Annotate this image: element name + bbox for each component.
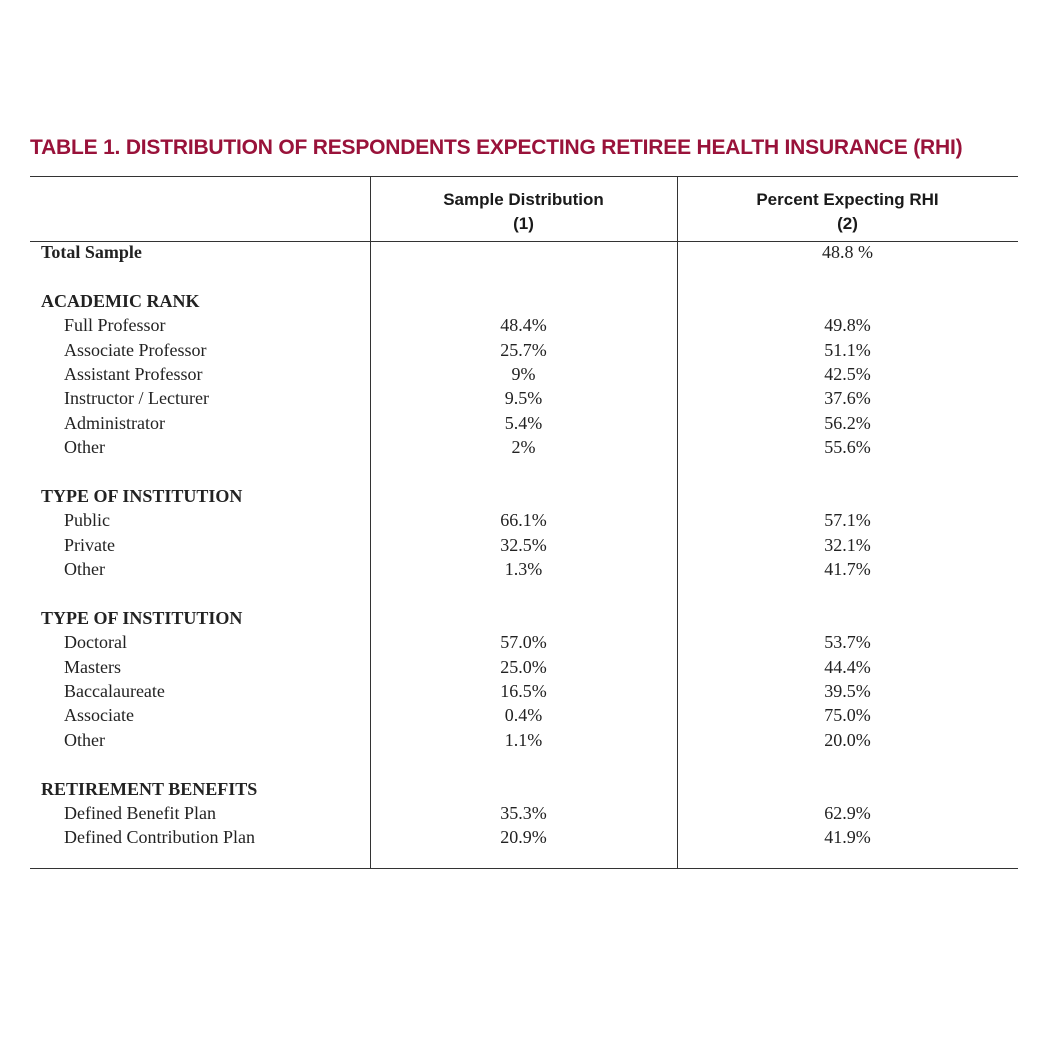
table-row <box>30 801 1018 825</box>
row-spacer <box>30 264 1018 288</box>
table-row <box>30 386 1018 410</box>
table-row <box>30 533 1018 557</box>
row-spacer <box>30 581 1018 605</box>
cell-sample-distribution: 48.4% <box>500 315 547 336</box>
row-spacer <box>30 460 1018 484</box>
cell-sample-distribution: 35.3% <box>500 802 547 823</box>
table-row <box>30 557 1018 581</box>
cell-percent-expecting: 44.4% <box>824 656 871 677</box>
row-label: Other <box>64 437 105 458</box>
cell-percent-expecting: 37.6% <box>824 388 871 409</box>
row-label: Private <box>64 534 115 555</box>
cell-percent-expecting: 41.7% <box>824 559 871 580</box>
row-label: Assistant Professor <box>64 363 203 384</box>
cell-percent-expecting: 49.8% <box>824 315 871 336</box>
row-spacer <box>30 752 1018 776</box>
cell-percent-expecting: 53.7% <box>824 632 871 653</box>
cell-percent-expecting: 41.9% <box>824 827 871 848</box>
section-heading <box>30 484 1018 508</box>
row-label: Total Sample <box>41 242 142 262</box>
cell-percent-expecting: 75.0% <box>824 705 871 726</box>
row-label: Associate <box>64 705 134 726</box>
cell-percent-expecting: 55.6% <box>824 437 871 458</box>
table-row <box>30 703 1018 727</box>
cell-percent-expecting: 39.5% <box>824 681 871 702</box>
row-label: Administrator <box>64 412 165 433</box>
column-header-number: (2) <box>837 214 858 233</box>
row-label: Public <box>64 510 111 531</box>
row-label: Masters <box>64 656 121 677</box>
table-row <box>30 435 1018 459</box>
section-heading <box>30 777 1018 801</box>
table-row <box>30 338 1018 362</box>
cell-sample-distribution: 25.7% <box>500 339 547 360</box>
cell-sample-distribution: 9% <box>511 363 536 384</box>
column-header-percent-expecting <box>677 188 1018 236</box>
table-row-total <box>30 240 1018 264</box>
section-heading <box>30 289 1018 313</box>
column-header-label: Sample Distribution <box>443 190 604 209</box>
cell-percent-expecting: 62.9% <box>824 802 871 823</box>
table-row <box>30 630 1018 654</box>
section-heading <box>30 606 1018 630</box>
table-body <box>30 240 1018 850</box>
column-header-label: Percent Expecting RHI <box>756 190 939 209</box>
row-label: Doctoral <box>64 632 127 653</box>
cell-sample-distribution: 2% <box>511 437 536 458</box>
cell-sample-distribution: 1.3% <box>504 559 543 580</box>
column-header-number: (1) <box>513 214 534 233</box>
cell-percent-expecting: 20.0% <box>824 729 871 750</box>
table-title: TABLE 1. DISTRIBUTION OF RESPONDENTS EXPECTING RETIREE HEALTH INSURANCE (RHI) <box>30 136 963 159</box>
section-heading-label: RETIREMENT BENEFITS <box>41 778 258 799</box>
cell-sample-distribution: 0.4% <box>504 705 543 726</box>
row-label: Other <box>64 559 105 580</box>
cell-percent-expecting: 57.1% <box>824 510 871 531</box>
cell-sample-distribution: 20.9% <box>500 827 547 848</box>
row-label: Defined Benefit Plan <box>64 802 216 823</box>
table-row <box>30 679 1018 703</box>
row-label: Associate Professor <box>64 339 207 360</box>
section-heading-label: TYPE OF INSTITUTION <box>41 607 243 628</box>
table-row <box>30 728 1018 752</box>
cell-percent-expecting: 56.2% <box>824 412 871 433</box>
cell-sample-distribution: 32.5% <box>500 534 547 555</box>
row-label: Instructor / Lecturer <box>64 388 209 409</box>
table-row <box>30 825 1018 849</box>
table-row <box>30 411 1018 435</box>
table-row <box>30 362 1018 386</box>
row-label: Other <box>64 729 105 750</box>
cell-sample-distribution: 1.1% <box>504 729 543 750</box>
cell-sample-distribution: 66.1% <box>500 510 547 531</box>
cell-percent-expecting: 51.1% <box>824 339 871 360</box>
section-heading-label: TYPE OF INSTITUTION <box>41 485 243 506</box>
cell-sample-distribution: 5.4% <box>504 412 543 433</box>
cell-percent-expecting: 48.8 % <box>822 242 873 262</box>
row-label: Full Professor <box>64 315 166 336</box>
cell-sample-distribution: 25.0% <box>500 656 547 677</box>
cell-percent-expecting: 32.1% <box>824 534 871 555</box>
section-heading-label: ACADEMIC RANK <box>41 290 200 311</box>
cell-sample-distribution: 57.0% <box>500 632 547 653</box>
cell-sample-distribution: 16.5% <box>500 681 547 702</box>
table-row <box>30 508 1018 532</box>
data-table <box>30 176 1018 869</box>
cell-sample-distribution: 9.5% <box>504 388 543 409</box>
row-label: Baccalaureate <box>64 681 165 702</box>
cell-percent-expecting: 42.5% <box>824 363 871 384</box>
table-row <box>30 655 1018 679</box>
column-header-sample-distribution <box>370 188 677 236</box>
row-label: Defined Contribution Plan <box>64 827 255 848</box>
table-row <box>30 313 1018 337</box>
